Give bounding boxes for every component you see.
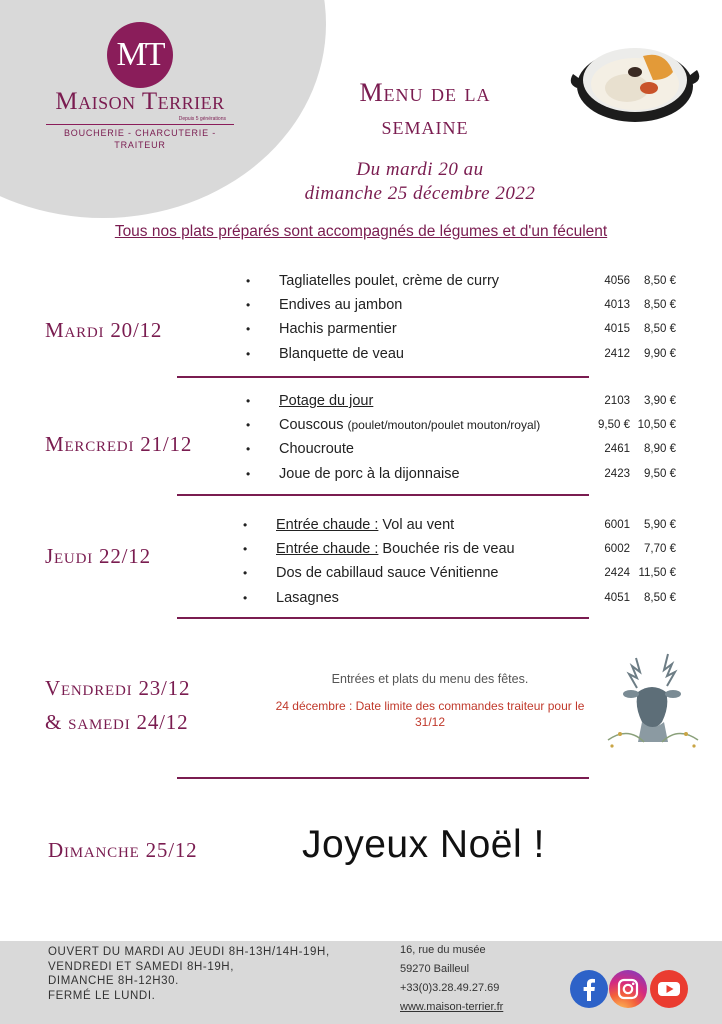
bullet: • bbox=[243, 566, 248, 581]
item-code: 2461 bbox=[604, 443, 630, 456]
menu-dates bbox=[270, 158, 570, 206]
bullet: • bbox=[243, 542, 248, 557]
menu-title-line2: semaine bbox=[381, 111, 469, 140]
prices-jeudi bbox=[580, 513, 676, 610]
fetes-menu-text: Entrées et plats du menu des fêtes. bbox=[331, 672, 529, 686]
day-label-mercredi: Mercredi 21/12 bbox=[45, 432, 193, 456]
list-item: • Choucroute bbox=[279, 437, 540, 461]
order-deadline: 24 décembre : Date limite des commandes traiteur pour le 31/12 bbox=[275, 699, 585, 729]
item-price: 7,70 € bbox=[644, 543, 676, 556]
item-code: 4015 bbox=[604, 323, 630, 336]
list-item: • Entrée chaude : Bouchée ris de veau bbox=[276, 537, 515, 561]
menu-dates-line2: dimanche 25 décembre 2022 bbox=[304, 183, 536, 204]
logo-tagline: Depuis 5 générations bbox=[178, 116, 226, 122]
list-item: • Couscous (poulet/mouton/poulet mouton/royal) bbox=[279, 413, 540, 437]
bullet: • bbox=[246, 418, 251, 433]
deer-illustration bbox=[598, 648, 708, 756]
list-item: • Entrée chaude : Vol au vent bbox=[276, 513, 515, 537]
phone[interactable]: +33(0)3.28.49.27.69 bbox=[400, 982, 500, 994]
facebook-icon[interactable] bbox=[570, 970, 608, 1008]
day-label-vendredi: Vendredi 23/12 bbox=[45, 676, 191, 700]
list-item: • Potage du jour bbox=[279, 389, 540, 413]
section-divider bbox=[177, 376, 589, 378]
menu-dates-line1: Du mardi 20 au bbox=[356, 159, 484, 180]
item-code: 9,50 € bbox=[598, 419, 630, 432]
prices-mardi bbox=[580, 269, 676, 366]
item-price: 10,50 € bbox=[637, 419, 676, 432]
christmas-greeting: Joyeux Noël ! bbox=[302, 823, 545, 866]
bullet: • bbox=[246, 466, 251, 481]
menu-list-jeudi bbox=[243, 513, 515, 610]
item-price: 8,50 € bbox=[644, 323, 676, 336]
bullet: • bbox=[246, 298, 251, 313]
list-item: • Joue de porc à la dijonnaise bbox=[279, 462, 540, 486]
item-price: 8,50 € bbox=[644, 299, 676, 312]
side-dish-notice: Tous nos plats préparés sont accompagnés de légumes et d'un féculent bbox=[114, 223, 608, 240]
section-divider bbox=[177, 494, 589, 496]
bullet: • bbox=[246, 442, 251, 457]
bullet: • bbox=[246, 394, 251, 408]
bullet: • bbox=[243, 518, 248, 532]
website-link[interactable]: www.maison-terrier.fr bbox=[400, 1001, 504, 1013]
section-divider bbox=[177, 777, 589, 779]
item-price: 5,90 € bbox=[644, 519, 676, 531]
city: 59270 Bailleul bbox=[400, 963, 470, 975]
list-item: • Blanquette de veau bbox=[279, 342, 499, 366]
day-label-dimanche: Dimanche 25/12 bbox=[48, 838, 198, 862]
street: 16, rue du musée bbox=[400, 944, 486, 956]
bullet: • bbox=[246, 346, 251, 361]
day-label-samedi: & samedi 24/12 bbox=[45, 710, 189, 734]
item-price: 3,90 € bbox=[644, 395, 676, 407]
item-price: 8,50 € bbox=[644, 591, 676, 604]
footer bbox=[0, 941, 722, 1024]
list-item: • Tagliatelles poulet, crème de curry bbox=[279, 269, 499, 293]
item-price: 8,90 € bbox=[644, 443, 676, 456]
prices-mercredi bbox=[580, 389, 676, 486]
logo bbox=[40, 22, 240, 151]
item-code: 2412 bbox=[604, 347, 630, 360]
bullet: • bbox=[246, 322, 251, 337]
menu-title bbox=[330, 76, 520, 142]
bullet: • bbox=[243, 590, 248, 605]
item-price: 8,50 € bbox=[644, 275, 676, 287]
menu-list-mardi bbox=[246, 269, 500, 366]
logo-monogram: MT bbox=[107, 22, 173, 88]
address-block bbox=[400, 941, 503, 1017]
opening-hours: OUVERT DU MARDI AU JEUDI 8H-13H/14H-19H, VENDREDI ET SAMEDI 8H-19H, DIMANCHE 8H-12H30. FERMÉ LE LUNDI. bbox=[48, 946, 330, 1002]
logo-subtitle: BOUCHERIE - CHARCUTERIE - TRAITEUR bbox=[63, 128, 216, 150]
day-label-mardi: Mardi 20/12 bbox=[45, 318, 163, 342]
item-code: 2424 bbox=[604, 567, 630, 580]
menu-title-line1: Menu de la bbox=[359, 78, 491, 107]
list-item: • Endives au jambon bbox=[279, 293, 499, 317]
day-label-jeudi: Jeudi 22/12 bbox=[45, 544, 151, 568]
list-item: • Hachis parmentier bbox=[279, 317, 499, 341]
item-code: 4056 bbox=[604, 275, 630, 287]
instagram-icon[interactable] bbox=[609, 970, 647, 1008]
item-code: 6001 bbox=[604, 519, 630, 531]
item-code: 2423 bbox=[604, 467, 630, 480]
item-price: 9,50 € bbox=[644, 467, 676, 480]
list-item: • Dos de cabillaud sauce Vénitienne bbox=[276, 561, 515, 585]
logo-divider bbox=[46, 124, 234, 125]
item-code: 4013 bbox=[604, 299, 630, 312]
menu-list-mercredi bbox=[246, 389, 541, 486]
list-item: • Lasagnes bbox=[276, 586, 515, 610]
item-price: 11,50 € bbox=[638, 567, 676, 580]
dish-photo bbox=[565, 28, 700, 128]
youtube-icon[interactable] bbox=[650, 970, 688, 1008]
bullet: • bbox=[246, 274, 251, 288]
item-code: 2103 bbox=[604, 395, 630, 407]
logo-name: Maison Terrier bbox=[55, 88, 225, 115]
item-price: 9,90 € bbox=[644, 347, 676, 360]
item-code: 4051 bbox=[604, 591, 630, 604]
section-divider bbox=[177, 617, 589, 619]
item-code: 6002 bbox=[604, 543, 630, 556]
